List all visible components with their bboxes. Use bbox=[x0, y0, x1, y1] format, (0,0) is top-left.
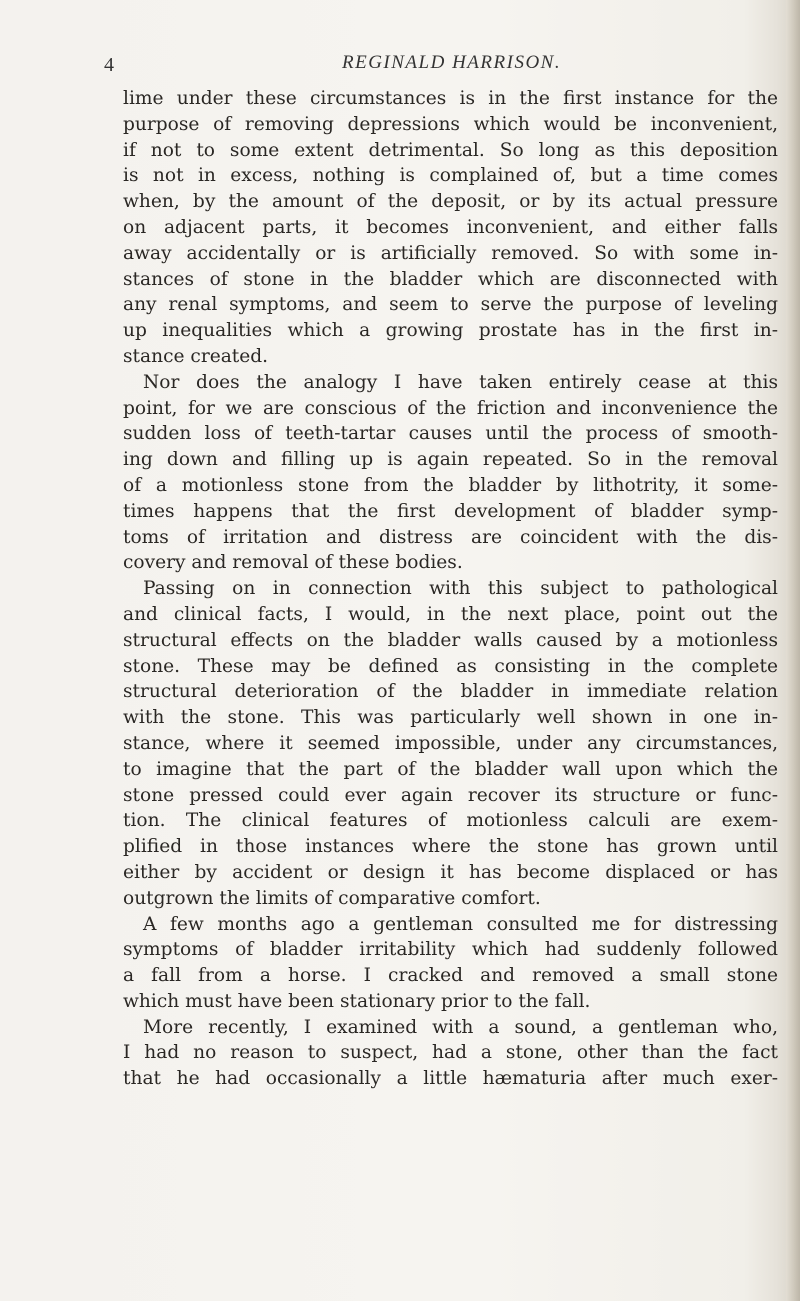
text-line: point, for we are conscious of the friction and inconvenience the bbox=[123, 397, 778, 419]
text-line: on adjacent parts, it becomes inconvenient, and either falls bbox=[123, 216, 778, 238]
running-head: REGINALD HARRISON. bbox=[342, 52, 562, 73]
text-line: I had no reason to suspect, had a stone, other than the fact bbox=[123, 1042, 778, 1064]
paragraph-end-line: stance created. bbox=[123, 345, 269, 367]
text-line: any renal symptoms, and seem to serve the purpose of leveling bbox=[123, 294, 778, 316]
text-line: stone pressed could ever again recover its structure or func- bbox=[123, 784, 778, 806]
paragraph-end-line: outgrown the limits of comparative comfort. bbox=[123, 887, 541, 909]
text-line: away accidentally or is artificially removed. So with some in- bbox=[123, 242, 778, 264]
text-line: if not to some extent detrimental. So long as this deposition bbox=[123, 139, 778, 161]
paragraph-end-line: covery and removal of these bodies. bbox=[123, 552, 463, 574]
text-line: structural effects on the bladder walls caused by a motionless bbox=[123, 629, 778, 651]
text-line: ing down and filling up is again repeated. So in the removal bbox=[123, 449, 778, 471]
text-line: structural deterioration of the bladder in immediate relation bbox=[123, 681, 778, 703]
text-line: when, by the amount of the deposit, or by its actual pressure bbox=[123, 191, 778, 213]
paragraph-start-line: Passing on in connection with this subject to pathological bbox=[143, 578, 778, 600]
page-gutter-shadow bbox=[786, 0, 800, 1301]
text-line: either by accident or design it has become displaced or has bbox=[123, 861, 778, 883]
text-line: purpose of removing depressions which would be inconvenient, bbox=[123, 113, 778, 135]
text-line: stance, where it seemed impossible, under any circumstances, bbox=[123, 732, 778, 754]
text-line: a fall from a horse. I cracked and removed a small stone bbox=[123, 965, 778, 987]
paragraph-start-line: Nor does the analogy I have taken entirely cease at this bbox=[143, 371, 778, 393]
text-line: of a motionless stone from the bladder by lithotrity, it some- bbox=[123, 474, 778, 496]
page-number: 4 bbox=[104, 54, 114, 76]
text-line: stances of stone in the bladder which are disconnected with bbox=[123, 268, 778, 290]
text-line: stone. These may be defined as consisting in the complete bbox=[123, 655, 778, 677]
text-line: up inequalities which a growing prostate has in the first in- bbox=[123, 320, 778, 342]
text-line: symptoms of bladder irritability which had suddenly followed bbox=[123, 939, 778, 961]
body-text bbox=[123, 86, 778, 1092]
text-line: sudden loss of teeth-tartar causes until the process of smooth- bbox=[123, 423, 778, 445]
text-line: plified in those instances where the stone has grown until bbox=[123, 836, 778, 858]
text-line: times happens that the first development of bladder symp- bbox=[123, 500, 778, 522]
text-line: tion. The clinical features of motionless calculi are exem- bbox=[123, 810, 778, 832]
text-line: to imagine that the part of the bladder wall upon which the bbox=[123, 758, 778, 780]
text-line: toms of irritation and distress are coincident with the dis- bbox=[123, 526, 778, 548]
paragraph-end-line: which must have been stationary prior to the fall. bbox=[123, 990, 591, 1012]
text-line: is not in excess, nothing is complained of, but a time comes bbox=[123, 165, 778, 187]
text-line: that he had occasionally a little hæmaturia after much exer- bbox=[123, 1068, 778, 1090]
text-line: and clinical facts, I would, in the next place, point out the bbox=[123, 603, 778, 625]
paragraph-start-line: A few months ago a gentleman consulted me for distressing bbox=[143, 913, 778, 935]
paragraph-start-line: More recently, I examined with a sound, a gentleman who, bbox=[143, 1016, 778, 1038]
text-line: with the stone. This was particularly well shown in one in- bbox=[123, 707, 778, 729]
text-line: lime under these circumstances is in the first instance for the bbox=[123, 88, 778, 109]
